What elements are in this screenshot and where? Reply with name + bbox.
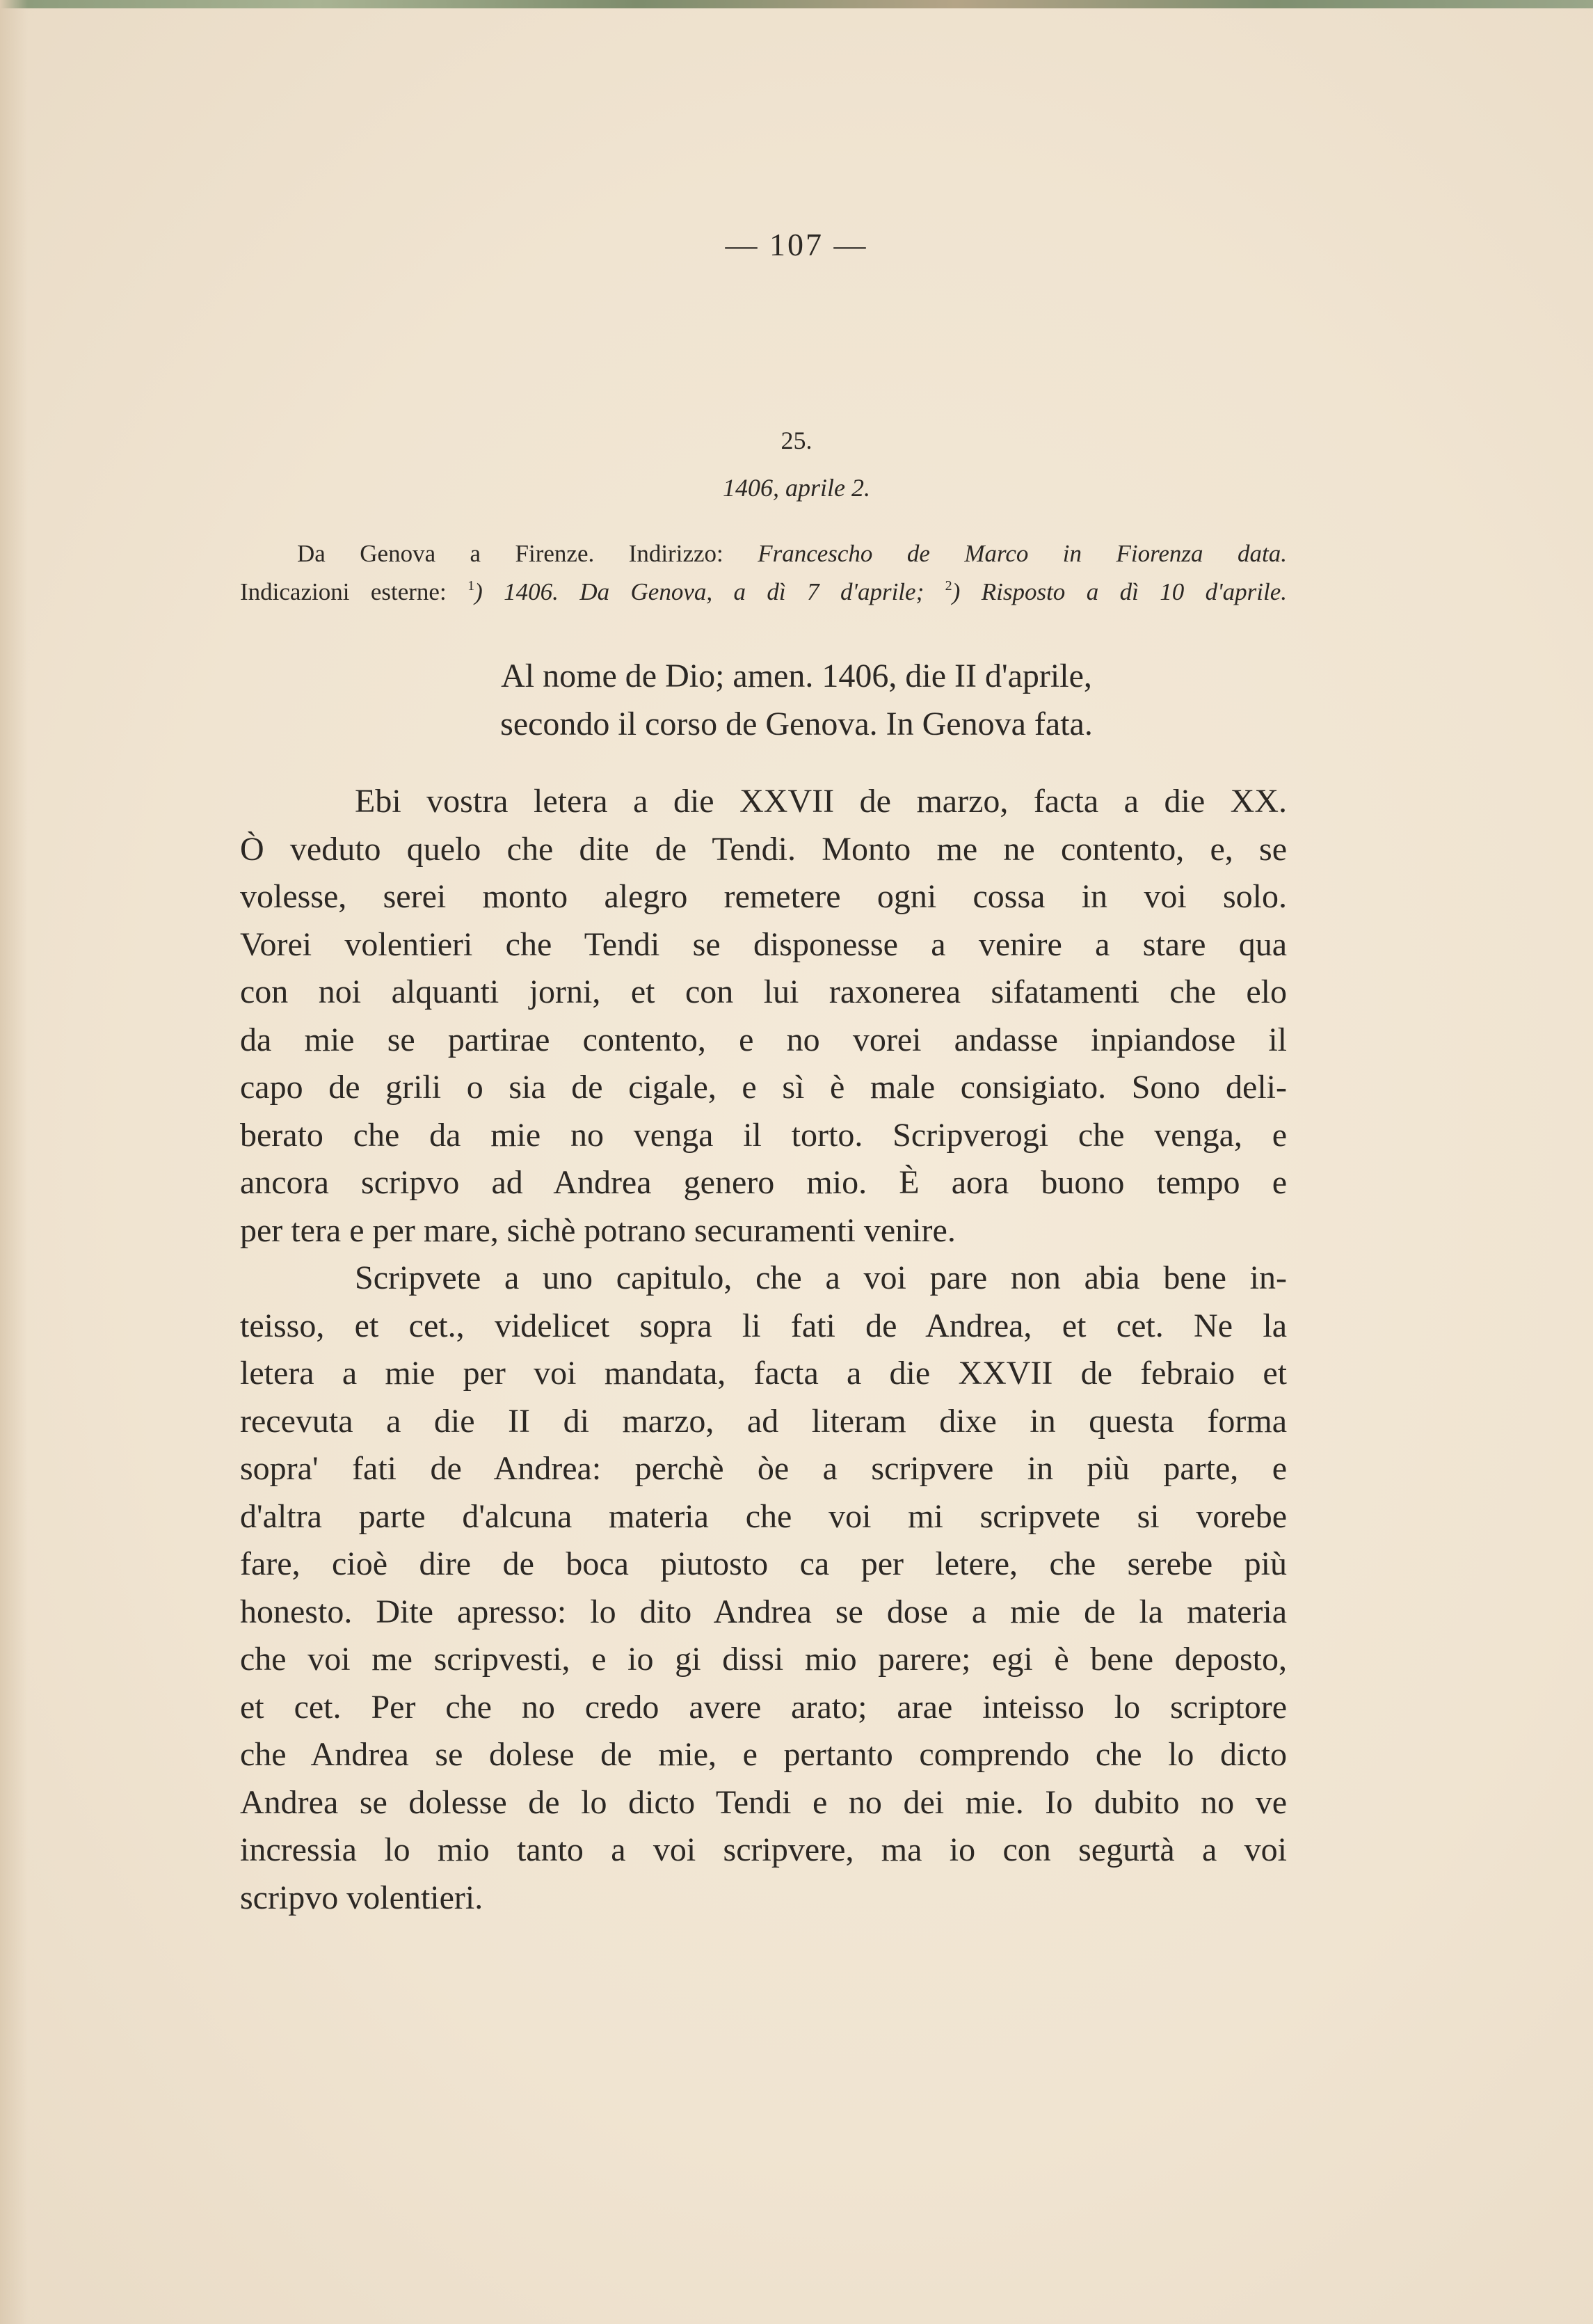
document-number: 25. — [781, 427, 812, 454]
body-line: incressia lo mio tanto a voi scripvere, ma io con segurtà a voi — [240, 1831, 1287, 1868]
body-line: volesse, serei monto alegro remetere ogni cossa in voi solo. — [240, 878, 1287, 915]
regesto-external-notes-line — [240, 573, 1287, 611]
letter-heading — [0, 652, 1593, 748]
body-line: et cet. Per che no credo avere arato; arae inteisso lo scriptore — [240, 1688, 1287, 1726]
letter-heading-line-2: secondo il corso de Genova. In Genova fata. — [500, 706, 1093, 742]
page-top-edge — [0, 0, 1593, 8]
body-line: Scripvete a uno capitulo, che a voi pare non abia bene in- — [355, 1259, 1287, 1296]
body-line: honesto. Dite apresso: lo dito Andrea se dose a mie de la materia — [240, 1593, 1287, 1630]
body-line: letera a mie per voi mandata, facta a die XXVII de febraio et — [240, 1355, 1287, 1392]
body-line: ancora scripvo ad Andrea genero mio. È aora buono tempo e — [240, 1164, 1287, 1201]
body-line: Ò veduto quelo che dite de Tendi. Monto me ne contento, e, se — [240, 830, 1287, 868]
body-line: capo de grili o sia de cigale, e sì è male consigiato. Sono deli- — [240, 1069, 1287, 1106]
body-line: Andrea se dolesse de lo dicto Tendi e no dei mie. Io dubito no ve — [240, 1783, 1287, 1821]
body-line: Ebi vostra letera a die XXVII de marzo, facta a die XX. — [355, 783, 1287, 820]
external-note-2: ) Risposto a dì 10 d'aprile. — [952, 578, 1288, 605]
body-line: fare, cioè dire de boca piutosto ca per letere, che serebe più — [240, 1545, 1287, 1582]
regesto-address-text: Francescho de Marco in Fiorenza data. — [758, 540, 1287, 567]
body-line: Vorei volentieri che Tendi se disponesse a venire a stare qua — [240, 925, 1287, 963]
body-line: berato che da mie no venga il torto. Scripverogi che venga, e — [240, 1116, 1287, 1154]
body-line: che voi me scripvesti, e io gi dissi mio parere; egi è bene deposto, — [240, 1641, 1287, 1678]
regesto-origin-text: Da Genova a Firenze. Indirizzo: — [297, 540, 758, 567]
footnote-marker-2: 2 — [945, 578, 952, 594]
document-regesto — [240, 534, 1287, 611]
body-line: da mie se partirae contento, e no vorei andasse inpiandose il — [240, 1021, 1287, 1058]
page-number: — 107 — — [725, 227, 868, 262]
body-line: per tera e per mare, sichè potrano securamenti venire. — [240, 1211, 956, 1249]
letter-body — [240, 778, 1287, 1922]
body-line: sopra' fati de Andrea: perchè òe a scripvere in più parte, e — [240, 1450, 1287, 1487]
page-binding-shadow — [0, 0, 28, 2324]
body-line: con noi alquanti jorni, et con lui raxonerea sifatamenti che elo — [240, 973, 1287, 1010]
body-line: teisso, et cet., videlicet sopra li fati de Andrea, et cet. Ne la — [240, 1307, 1287, 1344]
document-date: 1406, aprile 2. — [723, 474, 870, 502]
letter-heading-line-1: Al nome de Dio; amen. 1406, die II d'aprile, — [501, 658, 1092, 694]
body-line: che Andrea se dolese de mie, e pertanto comprendo che lo dicto — [240, 1736, 1287, 1773]
regesto-address-line — [240, 534, 1287, 573]
body-line: recevuta a die II di marzo, ad literam dixe in questa forma — [240, 1402, 1287, 1440]
body-line: scripvo volentieri. — [240, 1879, 483, 1916]
body-line: d'altra parte d'alcuna materia che voi mi scripvete si vorebe — [240, 1497, 1287, 1535]
regesto-notes-label: Indicazioni esterne: — [240, 578, 468, 605]
footnote-marker-1: 1 — [467, 578, 475, 594]
external-note-1: ) 1406. Da Genova, a dì 7 d'aprile; — [474, 578, 924, 605]
